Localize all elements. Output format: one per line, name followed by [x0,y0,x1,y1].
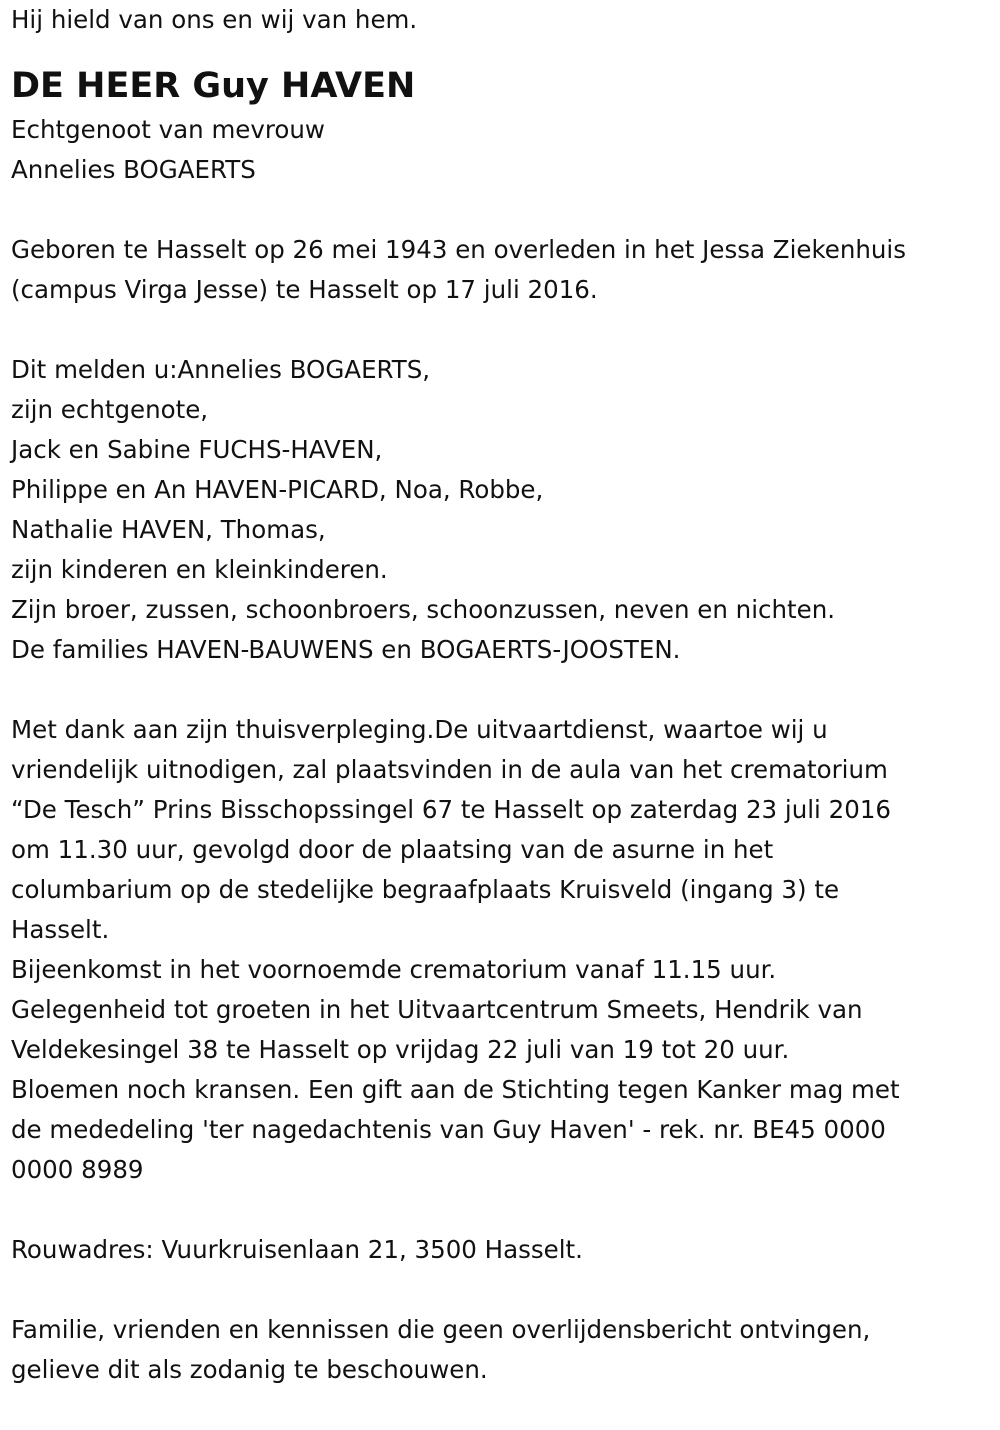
announcers-block [11,350,991,670]
announcer-line: Philippe en An HAVEN-PICARD, Noa, Robbe, [11,475,544,504]
deceased-name: DE HEER Guy HAVEN [11,66,416,106]
closing-block [11,1310,991,1390]
service-line: Veldekesingel 38 te Hasselt op vrijdag 22 juli van 19 tot 20 uur. [11,1035,790,1064]
spacer [11,1270,991,1310]
service-line: “De Tesch” Prins Bisschopssingel 67 te Hasselt op zaterdag 23 juli 2016 [11,795,892,824]
service-line: om 11.30 uur, gevolgd door de plaatsing van de asurne in het [11,835,774,864]
service-line: columbarium op de stedelijke begraafplaats Kruisveld (ingang 3) te [11,875,840,904]
spacer [11,670,991,710]
service-line: Gelegenheid tot groeten in het Uitvaartcentrum Smeets, Hendrik van [11,995,863,1024]
announcer-line: zijn kinderen en kleinkinderen. [11,555,388,584]
spacer [11,190,991,230]
service-line: vriendelijk uitnodigen, zal plaatsvinden in de aula van het crematorium [11,755,888,784]
service-line: 0000 8989 [11,1155,144,1184]
announcer-line: Dit melden u:Annelies BOGAERTS, [11,355,431,384]
spouse-block [11,110,991,190]
announcer-line: zijn echtgenote, [11,395,209,424]
motto: Hij hield van ons en wij van hem. [11,5,418,34]
birth-death-block [11,230,991,310]
service-line: Bijeenkomst in het voornoemde crematorium vanaf 11.15 uur. [11,955,777,984]
service-line: Met dank aan zijn thuisverpleging.De uitvaartdienst, waartoe wij u [11,715,828,744]
mourning-address: Rouwadres: Vuurkruisenlaan 21, 3500 Hasselt. [11,1235,583,1264]
birth-death-line: Geboren te Hasselt op 26 mei 1943 en overleden in het Jessa Ziekenhuis [11,235,906,264]
closing-line: Familie, vrienden en kennissen die geen overlijdensbericht ontvingen, [11,1315,871,1344]
birth-death-line: (campus Virga Jesse) te Hasselt op 17 juli 2016. [11,275,598,304]
spacer [11,40,991,62]
spacer [11,1190,991,1230]
announcer-line: Zijn broer, zussen, schoonbroers, schoonzussen, neven en nichten. [11,595,836,624]
service-line: Bloemen noch kransen. Een gift aan de Stichting tegen Kanker mag met [11,1075,900,1104]
service-line: Hasselt. [11,915,110,944]
service-line: de mededeling 'ter nagedachtenis van Guy Haven' - rek. nr. BE45 0000 [11,1115,886,1144]
spouse-line: Annelies BOGAERTS [11,155,256,184]
announcer-line: Nathalie HAVEN, Thomas, [11,515,326,544]
closing-line: gelieve dit als zodanig te beschouwen. [11,1355,488,1384]
service-block [11,710,991,1190]
spouse-line: Echtgenoot van mevrouw [11,115,325,144]
spacer [11,310,991,350]
obituary-notice [11,0,991,1390]
announcer-line: De families HAVEN-BAUWENS en BOGAERTS-JOOSTEN. [11,635,681,664]
announcer-line: Jack en Sabine FUCHS-HAVEN, [11,435,383,464]
